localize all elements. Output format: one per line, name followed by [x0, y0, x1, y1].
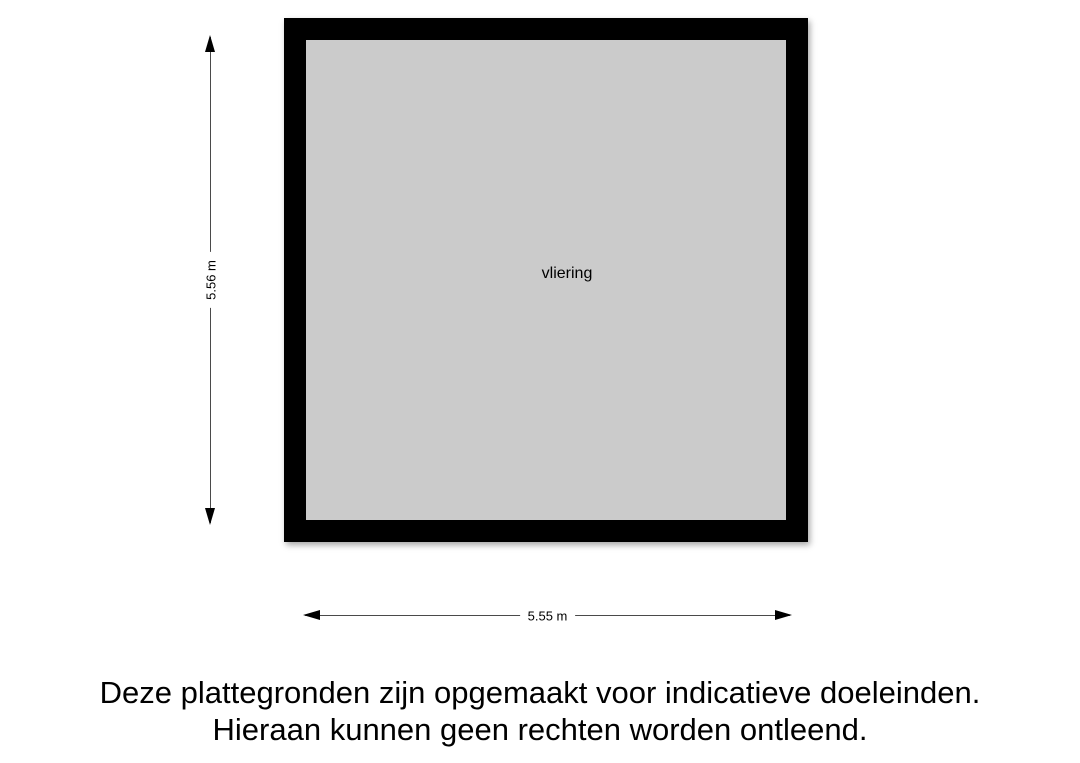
arrow-left-icon — [303, 610, 320, 620]
horizontal-dimension-label: 5.55 m — [520, 608, 576, 623]
floorplan-room-walls — [284, 18, 808, 542]
room-label: vliering — [541, 265, 593, 282]
arrow-right-icon — [775, 610, 792, 620]
vertical-dimension-label: 5.56 m — [203, 252, 218, 308]
disclaimer-line-2: Hieraan kunnen geen rechten worden ontleend. — [212, 712, 868, 747]
floorplan-room-floor — [306, 40, 786, 520]
disclaimer-line-1: Deze plattegronden zijn opgemaakt voor indicatieve doeleinden. — [99, 675, 981, 710]
vertical-dimension — [200, 35, 221, 525]
arrow-down-icon — [205, 508, 215, 525]
disclaimer — [0, 674, 1080, 748]
arrow-up-icon — [205, 35, 215, 52]
horizontal-dimension — [303, 605, 792, 626]
